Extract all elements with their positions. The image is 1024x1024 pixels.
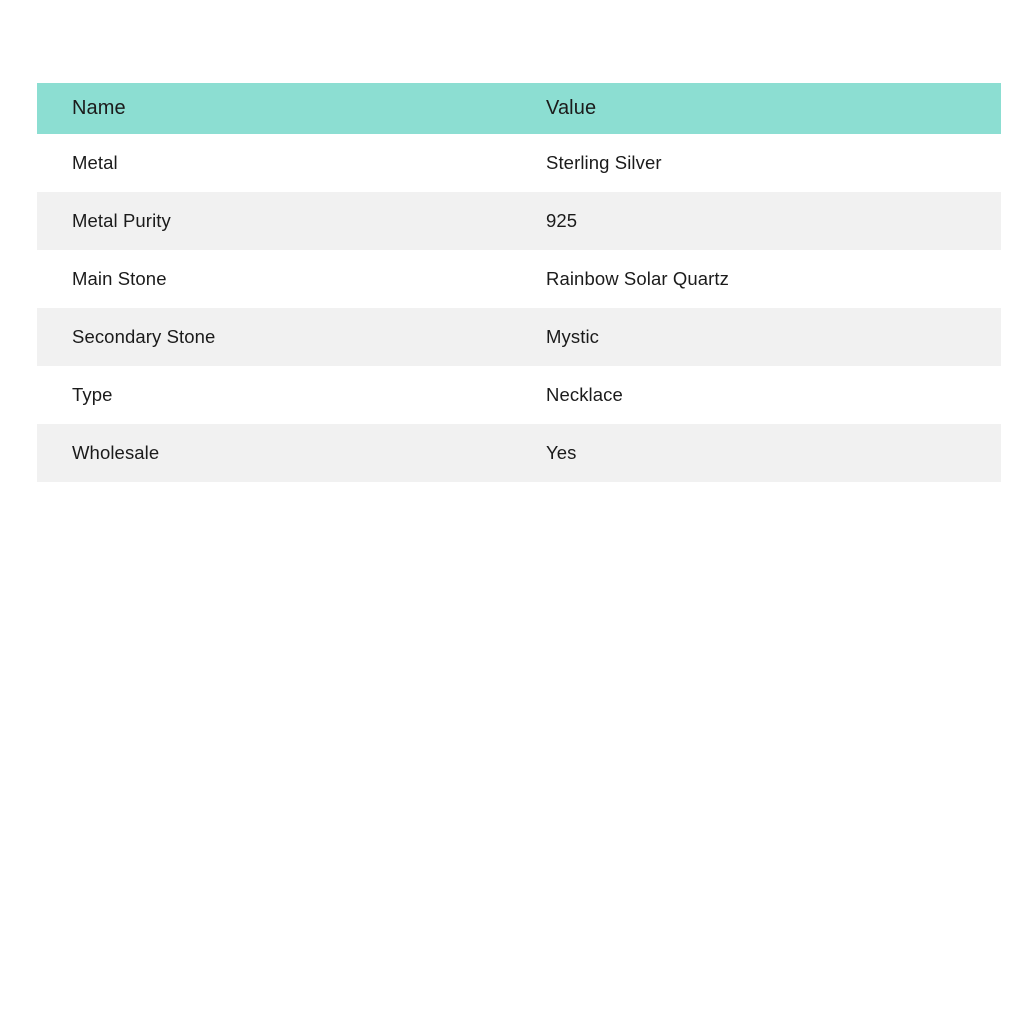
table-header-row (37, 83, 1001, 134)
table-row (37, 134, 1001, 192)
table-row (37, 308, 1001, 366)
row-value: Rainbow Solar Quartz (524, 250, 1001, 308)
row-name: Secondary Stone (37, 308, 524, 366)
table-row (37, 192, 1001, 250)
column-header-name: Name (37, 83, 524, 134)
row-name: Metal (37, 134, 524, 192)
column-header-value: Value (524, 83, 1001, 134)
row-value: Sterling Silver (524, 134, 1001, 192)
row-name: Metal Purity (37, 192, 524, 250)
row-value: Yes (524, 424, 1001, 482)
specification-table (37, 83, 1001, 482)
table-row (37, 250, 1001, 308)
table-body (37, 134, 1001, 482)
row-value: Mystic (524, 308, 1001, 366)
row-name: Main Stone (37, 250, 524, 308)
row-name: Wholesale (37, 424, 524, 482)
row-value: Necklace (524, 366, 1001, 424)
row-name: Type (37, 366, 524, 424)
row-value: 925 (524, 192, 1001, 250)
table-row (37, 366, 1001, 424)
table-row (37, 424, 1001, 482)
table-header (37, 83, 1001, 134)
